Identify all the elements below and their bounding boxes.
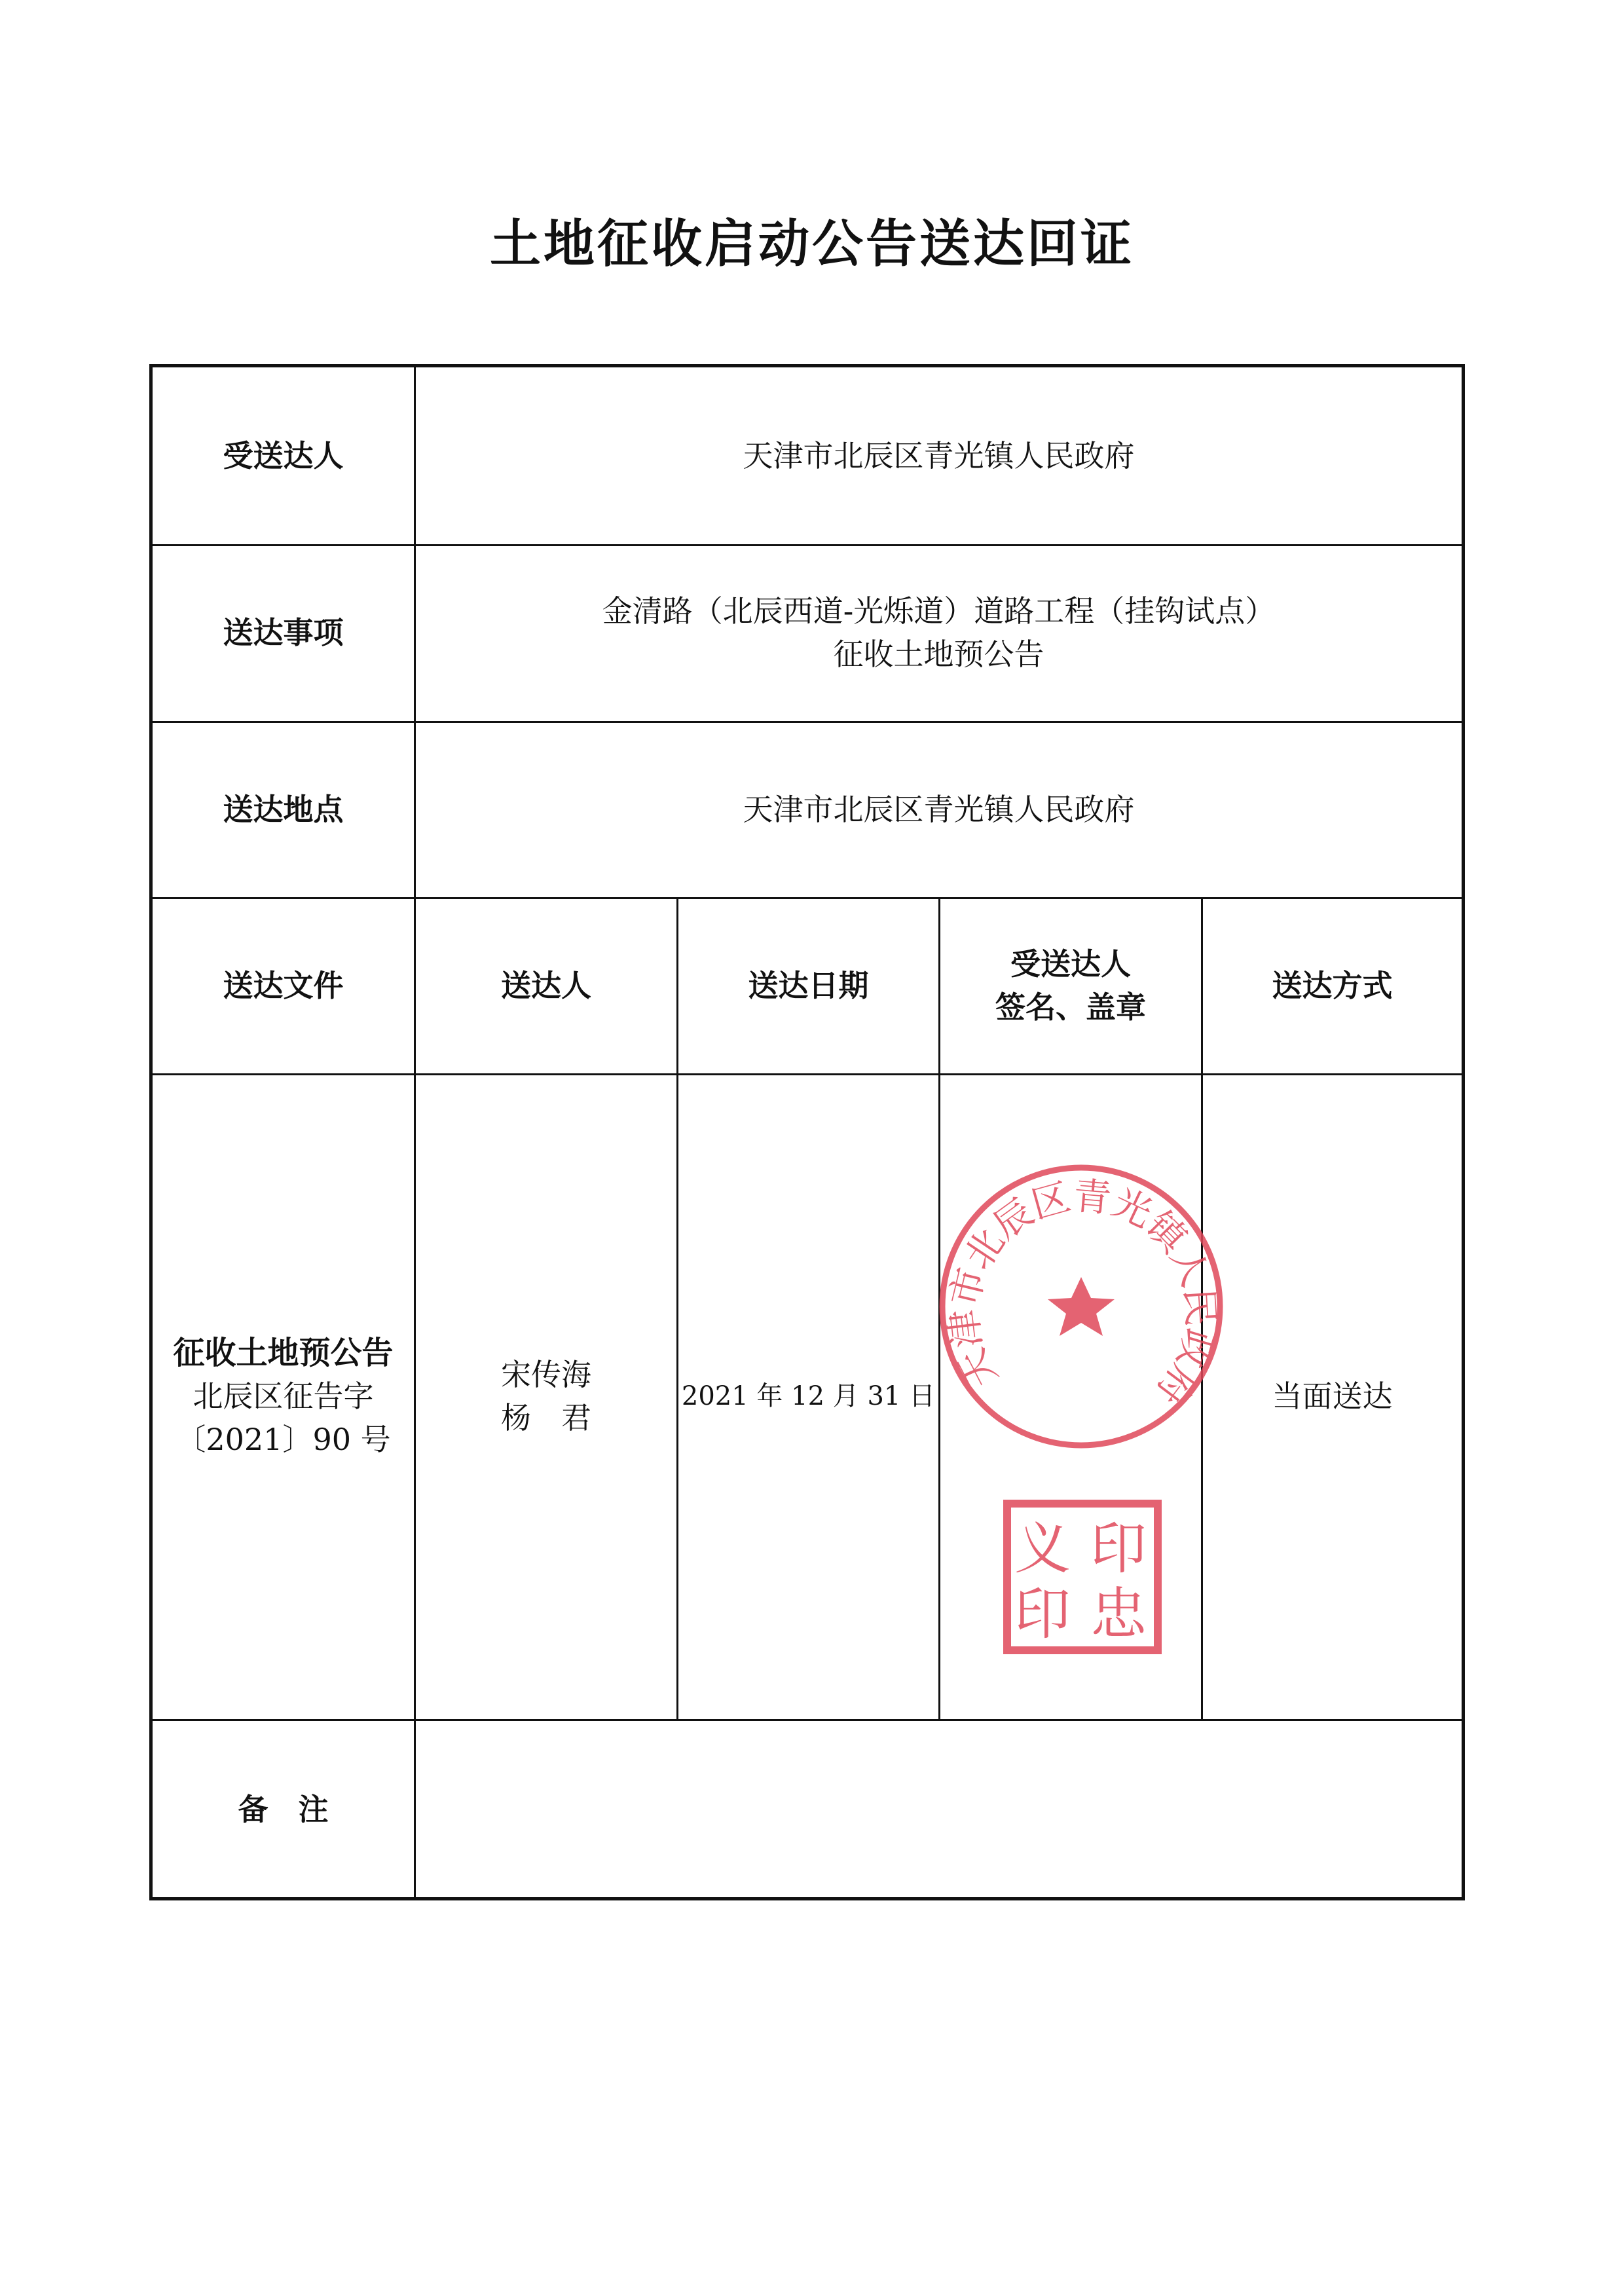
recipient-label: 受送达人 — [223, 438, 344, 473]
seal-text: 天津市北辰区青光镇人民政府 — [940, 1173, 1224, 1415]
place-label: 送达地点 — [223, 791, 344, 827]
personal-square-seal — [1002, 1498, 1163, 1656]
seal-star-icon — [1048, 1277, 1115, 1336]
entry-server — [416, 1073, 676, 1719]
entry-method: 当面送达 — [1272, 1379, 1393, 1414]
header-date: 送达日期 — [748, 967, 869, 1003]
header-signature-line-1: 受送达人 — [1010, 946, 1131, 982]
entry-date: 2021 年 12 月 31 日 — [681, 1381, 936, 1411]
delivery-receipt-table — [149, 364, 1465, 1900]
remarks-value — [416, 1719, 1462, 1900]
recipient-value: 天津市北辰区青光镇人民政府 — [743, 438, 1135, 473]
official-round-seal — [934, 1159, 1228, 1454]
entry-document — [153, 1073, 414, 1719]
square-seal-char-1: 义 — [1014, 1516, 1071, 1582]
entry-server-2: 杨 君 — [501, 1400, 591, 1435]
matter-value — [416, 544, 1462, 721]
page-title: 土地征收启动公告送达回证 — [489, 215, 1134, 274]
header-server: 送达人 — [501, 967, 591, 1003]
entry-server-1: 宋传海 — [501, 1357, 591, 1392]
matter-label: 送达事项 — [223, 615, 344, 650]
place-value: 天津市北辰区青光镇人民政府 — [743, 791, 1135, 827]
entry-document-ref-1: 北辰区征告字 — [193, 1379, 374, 1414]
matter-line-2: 征收土地预公告 — [833, 637, 1044, 672]
header-signature — [940, 897, 1201, 1073]
square-seal-char-2: 印 — [1014, 1582, 1071, 1647]
header-method: 送达方式 — [1272, 967, 1393, 1003]
square-seal-char-3: 印 — [1090, 1516, 1147, 1582]
entry-document-ref-2: 〔2021〕90 号 — [175, 1422, 391, 1457]
entry-document-title: 征收土地预公告 — [173, 1335, 394, 1371]
header-signature-line-2: 签名、盖章 — [995, 989, 1146, 1025]
remarks-label: 备 注 — [238, 1792, 329, 1827]
matter-line-1: 金清路（北辰西道-光烁道）道路工程（挂钩试点） — [602, 593, 1276, 629]
square-seal-char-4: 忠 — [1090, 1582, 1147, 1647]
header-document: 送达文件 — [223, 967, 344, 1003]
